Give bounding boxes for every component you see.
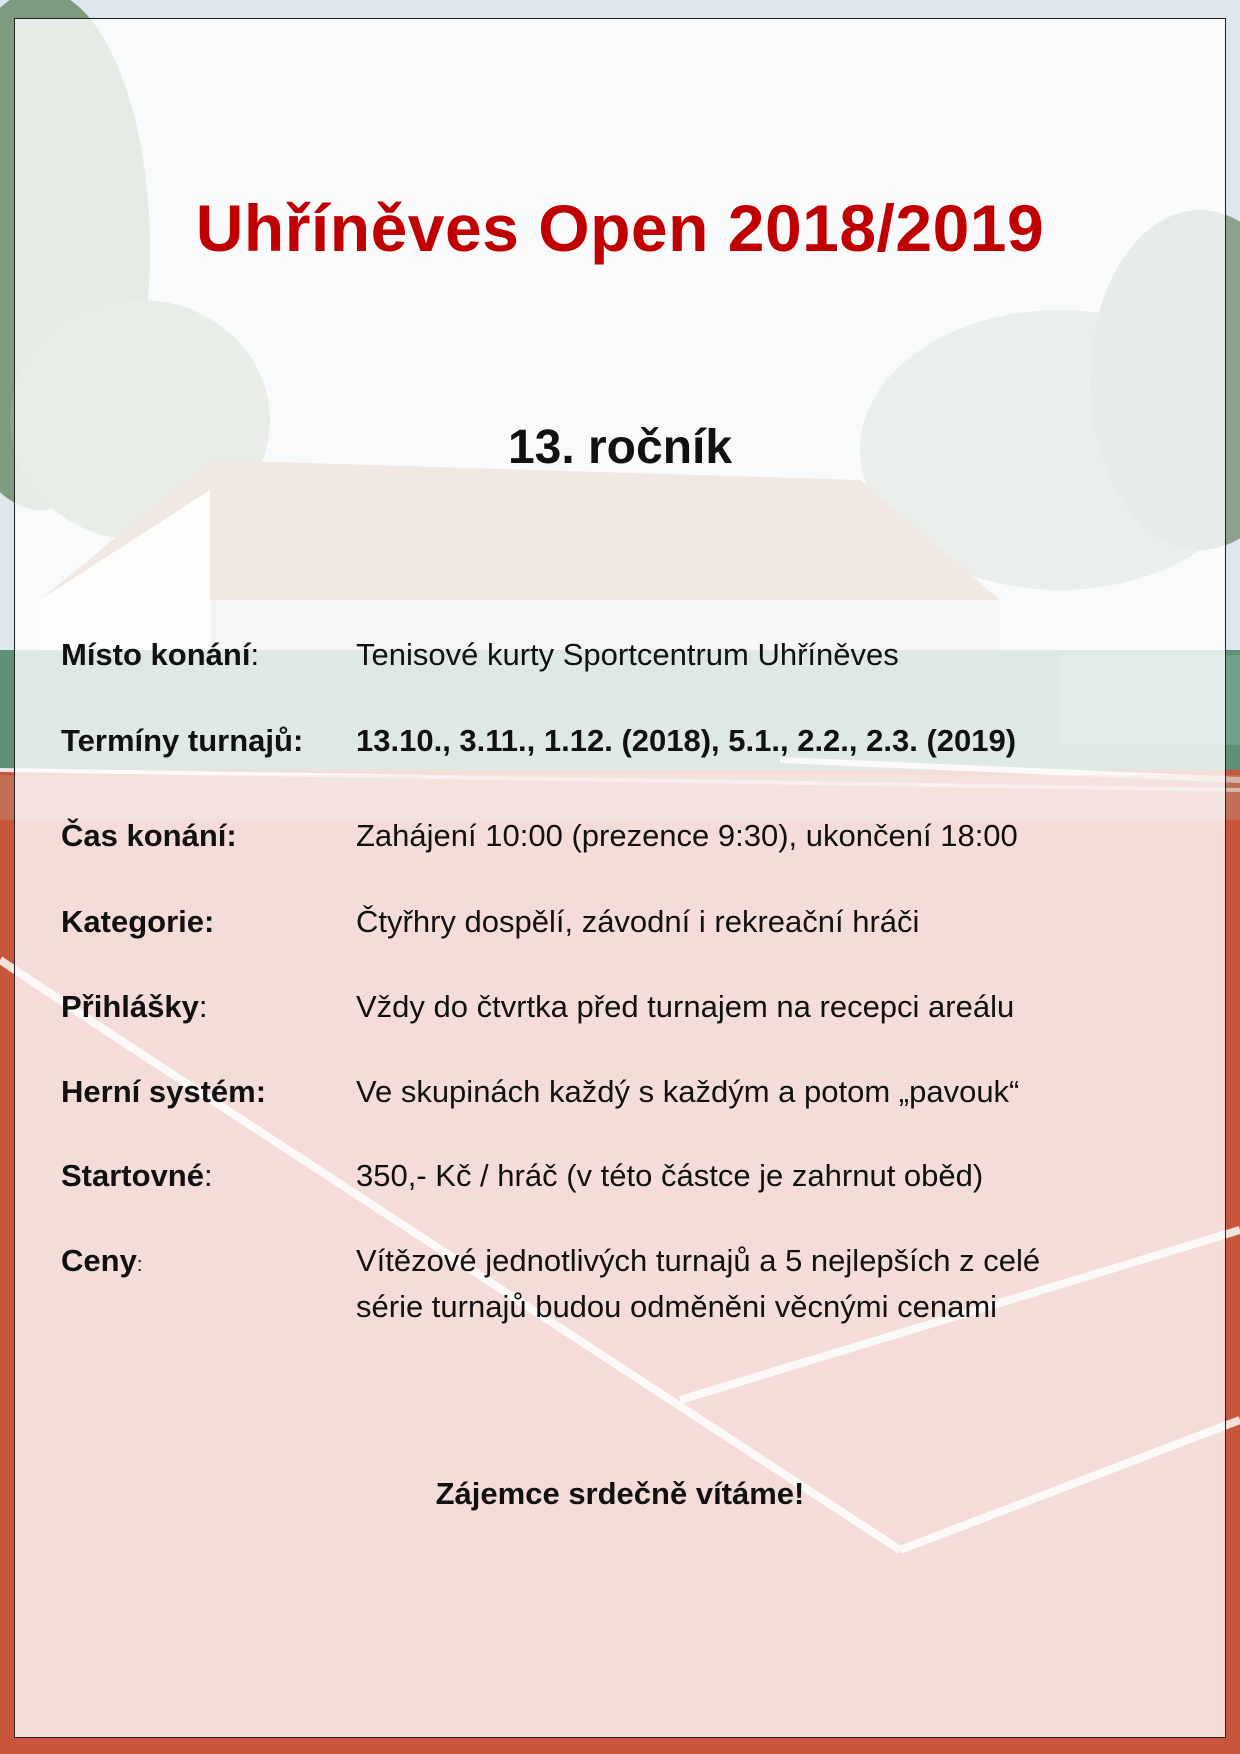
page-title: Uhříněves Open 2018/2019 [195, 191, 1045, 265]
closing-message: Zájemce srdečně vítáme! [435, 1476, 805, 1511]
detail-label: Místo konání: [61, 637, 260, 672]
detail-value [356, 1238, 1176, 1330]
detail-label: Ceny: [61, 1243, 143, 1278]
detail-label: Kategorie: [61, 904, 215, 939]
detail-value: Ve skupinách každý s každým a potom „pavouk“ [356, 1074, 1020, 1109]
detail-label: Přihlášky: [61, 989, 208, 1024]
detail-value: Vždy do čtvrtka před turnajem na recepci areálu [356, 989, 1015, 1024]
detail-label: Čas konání: [61, 818, 237, 853]
detail-label: Herní systém: [61, 1074, 267, 1109]
detail-value: Zahájení 10:00 (prezence 9:30), ukončení 18:00 [356, 818, 1018, 853]
detail-value: 13.10., 3.11., 1.12. (2018), 5.1., 2.2., 2.3. (2019) [356, 723, 1017, 758]
edition-heading: 13. ročník [507, 421, 733, 474]
detail-value: Tenisové kurty Sportcentrum Uhříněves [356, 637, 899, 672]
detail-label: Termíny turnajů: [61, 723, 304, 758]
detail-value: Čtyřhry dospělí, závodní i rekreační hráči [356, 904, 920, 939]
detail-value: 350,- Kč / hráč (v této částce je zahrnut oběd) [356, 1158, 984, 1193]
prizes-line-2: série turnajů budou odměněni věcnými cenami [356, 1289, 998, 1324]
prizes-line-1: Vítězové jednotlivých turnajů a 5 nejlepších z celé [356, 1243, 1041, 1278]
detail-label: Startovné: [61, 1158, 213, 1193]
